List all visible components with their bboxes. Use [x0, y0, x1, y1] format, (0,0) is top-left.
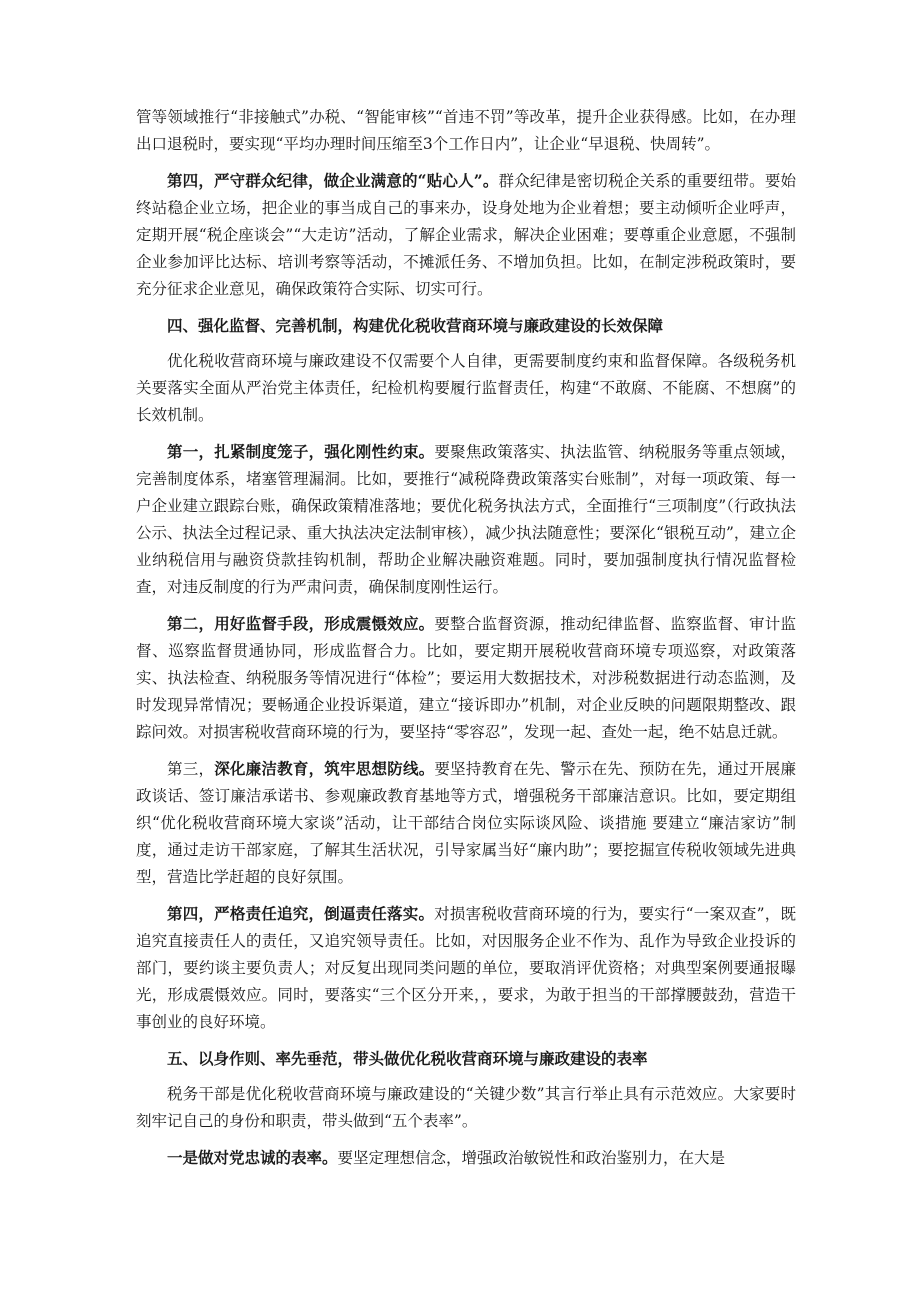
paragraph-1 — [136, 104, 796, 158]
paragraph-lead: 第一，扎紧制度笼子，强化刚性约束。 — [167, 442, 435, 461]
document-page — [136, 104, 796, 1181]
paragraph-lead: 第二，用好监督手段，形成震慑效应。 — [167, 614, 435, 633]
section-heading-5: 五、以身作则、率先垂范，带头做优化税收营商环境与廉政建设的表率 — [167, 1049, 648, 1068]
paragraph-2 — [136, 167, 796, 303]
paragraph-3 — [136, 348, 796, 429]
paragraph-text: 要坚定理想信念，增强政治敏锐性和政治鉴别力，在大是 — [337, 1149, 726, 1167]
paragraph-text: 群众纪律是密切税企关系的重要纽带。要始终站稳企业立场，把企业的事当成自己的事来办，设身处地为企业着想；要主动倾听企业呼声，定期开展“税企座谈会”“大走访”活动，了解企业需求，解决企业困难；要尊重企业意愿，不强制企业参加评比达标、培训考察等活动，不摊派任务、不增加负担。比如，在制定涉税政策时，要充分征求企业意见，确保政策符合实际、切实可行。 — [136, 172, 796, 298]
paragraph-text: 对损害税收营商环境的行为，要实行“一案双查”，既追究直接责任人的责任，又追究领导责任。比如，对因服务企业不作为、乱作为导致企业投诉的部门，要约谈主要负责人；对反复出现同类问题的单位，要取消评优资格；对典型案例要通报曝光，形成震慑效应。同时，要落实“三个区分开来，，要求，为敢于担当的干部撑腰鼓劲，营造干事创业的良好环境。 — [136, 905, 796, 1031]
paragraph-text: 要整合监督资源，推动纪律监督、监察监督、审计监督、巡察监督贯通协同，形成监督合力。比如，要定期开展税收营商环境专项巡察，对政策落实、执法检查、纳税服务等情况进行“体检”；要运用大数据技术，对涉税数据进行动态监测，及时发现异常情况；要畅通企业投诉渠道，建立“接诉即办”机制，对企业反映的问题限期整改、跟踪问效。对损害税收营商环境的行为，要坚持“零容忍”，发现一起、查处一起，绝不姑息迁就。 — [136, 615, 796, 741]
paragraph-4 — [136, 438, 796, 601]
section-heading-4: 四、强化监督、完善机制，构建优化税收营商环境与廉政建设的长效保障 — [167, 316, 664, 335]
paragraph-text: 要坚持教育在先、警示在先、预防在先，通过开展廉政谈话、签订廉洁承诺书、参观廉政教育基地等方式，增强税务干部廉洁意识。比如，要定期组织“优化税收营商环境大家谈”活动，让干部结合岗位实际谈风险、谈措施 要建立“廉洁家访”制度，通过走访干部家庭，了解其生活状况，引导家属当好“廉内助”；要挖掘宣传税收领域先进典型，营造比学赶超的良好氛围。 — [136, 760, 796, 886]
paragraph-lead: 深化廉洁教育，筑牢思想防线。 — [214, 759, 435, 778]
paragraph-8 — [136, 1081, 796, 1135]
paragraph-text: 管等领域推行“非接触式”办税、“智能审核”“首违不罚”等改革，提升企业获得感。比如，在办理出口退税时，要实现“平均办理时间压缩至3个工作日内”，让企业“早退税、快周转”。 — [136, 108, 796, 153]
paragraph-text: 税务干部是优化税收营商环境与廉政建设的“关键少数”其言行举止具有示范效应。大家要时刻牢记自己的身份和职责，带头做到“五个表率”。 — [136, 1085, 796, 1130]
paragraph-text: 优化税收营商环境与廉政建设不仅需要个人自律，更需要制度约束和监督保障。各级税务机关要落实全面从严治党主体责任，纪检机构要履行监督责任，构建“不敢腐、不能腐、不想腐”的长效机制。 — [136, 352, 796, 424]
paragraph-7 — [136, 900, 796, 1036]
paragraph-9 — [136, 1144, 796, 1172]
paragraph-lead: 第四，严格责任追究，倒逼责任落实。 — [167, 904, 435, 923]
paragraph-prefix: 第三， — [167, 760, 215, 778]
paragraph-text: 要聚焦政策落实、执法监管、纳税服务等重点领域，完善制度体系，堵塞管理漏洞。比如，要推行“减税降费政策落实台账制”，对每一项政策、每一户企业建立跟踪台账，确保政策精准落地；要优化税务执法方式，全面推行“三项制度”（行政执法公示、执法全过程记录、重大执法决定法制审核），减少执法随意性；要深化“银税互动”，建立企业纳税信用与融资贷款挂钩机制，帮助企业解决融资难题。同时，要加强制度执行情况监督检查，对违反制度的行为严肃问责，确保制度刚性运行。 — [136, 443, 796, 596]
paragraph-lead: 一是做对党忠诚的表率。 — [167, 1148, 338, 1167]
paragraph-5 — [136, 610, 796, 746]
paragraph-6 — [136, 755, 796, 891]
paragraph-lead: 第四，严守群众纪律，做企业满意的“贴心人”。 — [167, 171, 499, 190]
